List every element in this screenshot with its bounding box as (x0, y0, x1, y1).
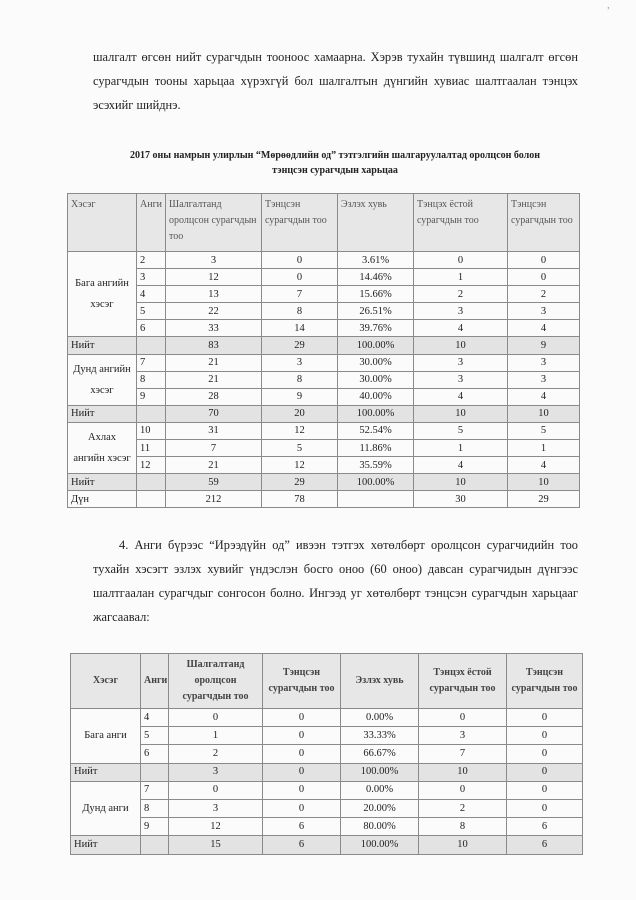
table-cell: 0 (263, 781, 341, 799)
table-cell: 21 (166, 354, 262, 371)
total-row (68, 405, 580, 422)
total-cell: 100.00% (338, 474, 414, 491)
table-cell: 28 (166, 388, 262, 405)
column-header: Эзлэх хувь (341, 654, 419, 709)
table-cell: 13 (166, 286, 262, 303)
total-cell (137, 474, 166, 491)
table-cell: 3 (169, 799, 263, 817)
table1-header-row (68, 194, 580, 252)
grand-total-cell: 29 (508, 491, 580, 508)
table-cell: 1 (508, 440, 580, 457)
grand-total-cell: 78 (262, 491, 338, 508)
total-cell: 10 (419, 763, 507, 781)
table-cell: 12 (137, 457, 166, 474)
table-cell: 2 (508, 286, 580, 303)
table-cell: 30.00% (338, 354, 414, 371)
table-cell: 3 (262, 354, 338, 371)
table-row (68, 388, 580, 405)
total-cell: 83 (166, 337, 262, 354)
total-cell: 3 (169, 763, 263, 781)
total-cell (141, 763, 169, 781)
total-cell: Нийт (68, 405, 137, 422)
table-cell: 2 (419, 799, 507, 817)
total-row (68, 474, 580, 491)
table-cell: 5 (508, 422, 580, 439)
table1-caption (70, 148, 600, 178)
total-cell: 9 (508, 337, 580, 354)
table-cell: 7 (419, 745, 507, 763)
total-cell: 29 (262, 337, 338, 354)
total-cell: 100.00% (341, 763, 419, 781)
table-row (68, 269, 580, 286)
group-name-cell: Дунд ангийн хэсэг (68, 354, 137, 405)
table-cell: 9 (262, 388, 338, 405)
total-cell: 70 (166, 405, 262, 422)
grand-total-row (68, 491, 580, 508)
scan-mark: ‚ (606, 0, 610, 11)
table-cell: 0.00% (341, 781, 419, 799)
column-header: Хэсэг (68, 194, 137, 252)
table-cell: 0 (263, 727, 341, 745)
table-row (68, 422, 580, 439)
table-cell: 40.00% (338, 388, 414, 405)
total-cell: 20 (262, 405, 338, 422)
table-cell: 21 (166, 457, 262, 474)
grand-total-cell (338, 491, 414, 508)
table-cell: 0 (169, 709, 263, 727)
table-row (68, 286, 580, 303)
table-cell: 4 (508, 320, 580, 337)
total-cell: Нийт (68, 474, 137, 491)
total-cell: 15 (169, 836, 263, 854)
table1-caption-line1: 2017 оны намрын улирлын “Мөрөөдлийн од” тэтгэлгийн шалгаруулалтад оролцсон болон (130, 150, 540, 161)
table-cell: 4 (414, 388, 508, 405)
table-cell: 22 (166, 303, 262, 320)
table-cell: 7 (137, 354, 166, 371)
total-cell: 10 (414, 474, 508, 491)
table-cell: 5 (414, 422, 508, 439)
total-row (71, 763, 583, 781)
table-row (71, 781, 583, 799)
table-cell: 1 (169, 727, 263, 745)
table-cell: 3 (414, 354, 508, 371)
table-row (68, 457, 580, 474)
column-header: Анги (141, 654, 169, 709)
total-cell: 100.00% (341, 836, 419, 854)
total-row (71, 836, 583, 854)
total-cell (137, 405, 166, 422)
table-cell: 6 (137, 320, 166, 337)
table-cell: 5 (137, 303, 166, 320)
total-cell: 29 (262, 474, 338, 491)
table-cell: 0 (507, 781, 583, 799)
paragraph-item-4: 4. Анги бүрээс “Ирээдүйн од” ивээн тэтгэх хөтөлбөрт оролцсон сурагчидийн тоо тухайн хэсэгт эзлэх хувийг үндэслэн босго оноо (60 оноо) давсан сурагчидын дүнгээс шалтгаалан сурагчдыг сонгосон болно. Ингээд уг хөтөлбөрт тэнцсэн сурагчдын харьцааг жагсаавал: (93, 538, 578, 624)
table-row (71, 799, 583, 817)
total-row (68, 337, 580, 354)
table-cell: 39.76% (338, 320, 414, 337)
table-row (71, 727, 583, 745)
grand-total-cell: Дүн (68, 491, 137, 508)
total-cell: Нийт (71, 836, 141, 854)
total-cell: 10 (414, 405, 508, 422)
table-cell: 33 (166, 320, 262, 337)
table-cell: 6 (263, 818, 341, 836)
table-cell: 0.00% (341, 709, 419, 727)
table-cell: 2 (137, 252, 166, 269)
group-name-cell: Бага анги (71, 709, 141, 764)
table-cell: 80.00% (341, 818, 419, 836)
table-cell: 10 (137, 422, 166, 439)
table-cell: 31 (166, 422, 262, 439)
table-cell: 5 (262, 440, 338, 457)
table-cell: 14 (262, 320, 338, 337)
table1-body (68, 252, 580, 508)
table-cell: 0 (507, 799, 583, 817)
table-cell: 3 (508, 371, 580, 388)
table-cell: 0 (508, 252, 580, 269)
total-cell (137, 337, 166, 354)
table-cell: 21 (166, 371, 262, 388)
table-cell: 8 (141, 799, 169, 817)
table-cell: 52.54% (338, 422, 414, 439)
table-cell: 3 (508, 303, 580, 320)
table-cell: 66.67% (341, 745, 419, 763)
table-cell: 30.00% (338, 371, 414, 388)
table-row (68, 252, 580, 269)
column-header: Хэсэг (71, 654, 141, 709)
table-cell: 8 (262, 303, 338, 320)
table-cell: 2 (169, 745, 263, 763)
table-cell: 4 (414, 457, 508, 474)
column-header: Тэнцсэн сурагчдын тоо (262, 194, 338, 252)
table-cell: 4 (141, 709, 169, 727)
table-cell: 0 (169, 781, 263, 799)
table-ireeduin-od (70, 653, 583, 855)
column-header: Шалгалтанд оролцсон сурагчдын тоо (169, 654, 263, 709)
table-cell: 12 (166, 269, 262, 286)
table-cell: 4 (137, 286, 166, 303)
table-row (68, 320, 580, 337)
table-cell: 20.00% (341, 799, 419, 817)
table-cell: 8 (137, 371, 166, 388)
total-cell: 6 (507, 836, 583, 854)
table-cell: 4 (508, 457, 580, 474)
column-header: Тэнцэх ёстой сурагчдын тоо (414, 194, 508, 252)
table-cell: 1 (414, 440, 508, 457)
table-cell: 0 (262, 269, 338, 286)
table-cell: 3.61% (338, 252, 414, 269)
table-cell: 7 (166, 440, 262, 457)
column-header: Тэнцсэн сурагчдын тоо (263, 654, 341, 709)
table-cell: 0 (507, 727, 583, 745)
table-cell: 0 (507, 709, 583, 727)
total-cell: Нийт (68, 337, 137, 354)
group-name-cell: Бага ангийн хэсэг (68, 252, 137, 337)
total-cell: Нийт (71, 763, 141, 781)
total-cell: 10 (508, 474, 580, 491)
table-cell: 12 (262, 457, 338, 474)
column-header: Шалгалтанд оролцсон сурагчдын тоо (166, 194, 262, 252)
table-cell: 8 (262, 371, 338, 388)
table-cell: 3 (508, 354, 580, 371)
table-cell: 0 (263, 799, 341, 817)
table-cell: 14.46% (338, 269, 414, 286)
table-cell: 0 (263, 709, 341, 727)
table-cell: 5 (141, 727, 169, 745)
table-cell: 12 (169, 818, 263, 836)
column-header: Тэнцсэн сурагчдын тоо (507, 654, 583, 709)
column-header: Тэнцсэн сурагчдын тоо (508, 194, 580, 252)
table-cell: 2 (414, 286, 508, 303)
table-cell: 6 (507, 818, 583, 836)
table-cell: 9 (141, 818, 169, 836)
table1-caption-line2: тэнцсэн сурагчдын харьцаа (272, 165, 398, 176)
column-header: Эзлэх хувь (338, 194, 414, 252)
total-cell: 10 (414, 337, 508, 354)
table-row (71, 709, 583, 727)
table-row (71, 745, 583, 763)
table-cell: 3 (414, 371, 508, 388)
total-cell: 100.00% (338, 337, 414, 354)
table-cell: 15.66% (338, 286, 414, 303)
total-cell: 0 (263, 763, 341, 781)
total-cell (141, 836, 169, 854)
table-cell: 0 (419, 709, 507, 727)
grand-total-cell (137, 491, 166, 508)
total-cell: 100.00% (338, 405, 414, 422)
table-cell: 8 (419, 818, 507, 836)
paragraph-intro: шалгалт өгсөн нийт сурагчдын тооноос хамаарна. Хэрэв тухайн түвшинд шалгалт өгсөн сурагчдын тооны харьцаа хүрэхгүй бол шалгалтын дүнгийн хувиас шалтгаалан тэнцэх эсэхийг шийднэ. (93, 50, 578, 112)
column-header: Анги (137, 194, 166, 252)
column-header: Тэнцэх ёстой сурагчдын тоо (419, 654, 507, 709)
table-cell: 4 (414, 320, 508, 337)
table-cell: 11 (137, 440, 166, 457)
table-row (68, 440, 580, 457)
table-cell: 3 (414, 303, 508, 320)
table-cell: 26.51% (338, 303, 414, 320)
table-cell: 3 (419, 727, 507, 745)
total-cell: 0 (507, 763, 583, 781)
total-cell: 6 (263, 836, 341, 854)
table-cell: 9 (137, 388, 166, 405)
table-row (68, 371, 580, 388)
table2-header-row (71, 654, 583, 709)
table-row (68, 303, 580, 320)
total-cell: 10 (508, 405, 580, 422)
table-cell: 0 (414, 252, 508, 269)
table-cell: 11.86% (338, 440, 414, 457)
table-cell: 0 (508, 269, 580, 286)
grand-total-cell: 212 (166, 491, 262, 508)
table-cell: 0 (262, 252, 338, 269)
table-row (68, 354, 580, 371)
table-row (71, 818, 583, 836)
table-cell: 3 (166, 252, 262, 269)
table-cell: 4 (508, 388, 580, 405)
table2-body (71, 709, 583, 855)
table-cell: 6 (141, 745, 169, 763)
table-cell: 0 (419, 781, 507, 799)
table-cell: 33.33% (341, 727, 419, 745)
group-name-cell: Дунд анги (71, 781, 141, 836)
grand-total-cell: 30 (414, 491, 508, 508)
table-moroodliin-od (67, 193, 580, 508)
table-cell: 3 (137, 269, 166, 286)
table-cell: 1 (414, 269, 508, 286)
table-cell: 0 (263, 745, 341, 763)
table-cell: 7 (262, 286, 338, 303)
table-cell: 35.59% (338, 457, 414, 474)
table-cell: 12 (262, 422, 338, 439)
group-name-cell: Ахлах ангийн хэсэг (68, 422, 137, 473)
table-cell: 0 (507, 745, 583, 763)
total-cell: 10 (419, 836, 507, 854)
table-cell: 7 (141, 781, 169, 799)
total-cell: 59 (166, 474, 262, 491)
